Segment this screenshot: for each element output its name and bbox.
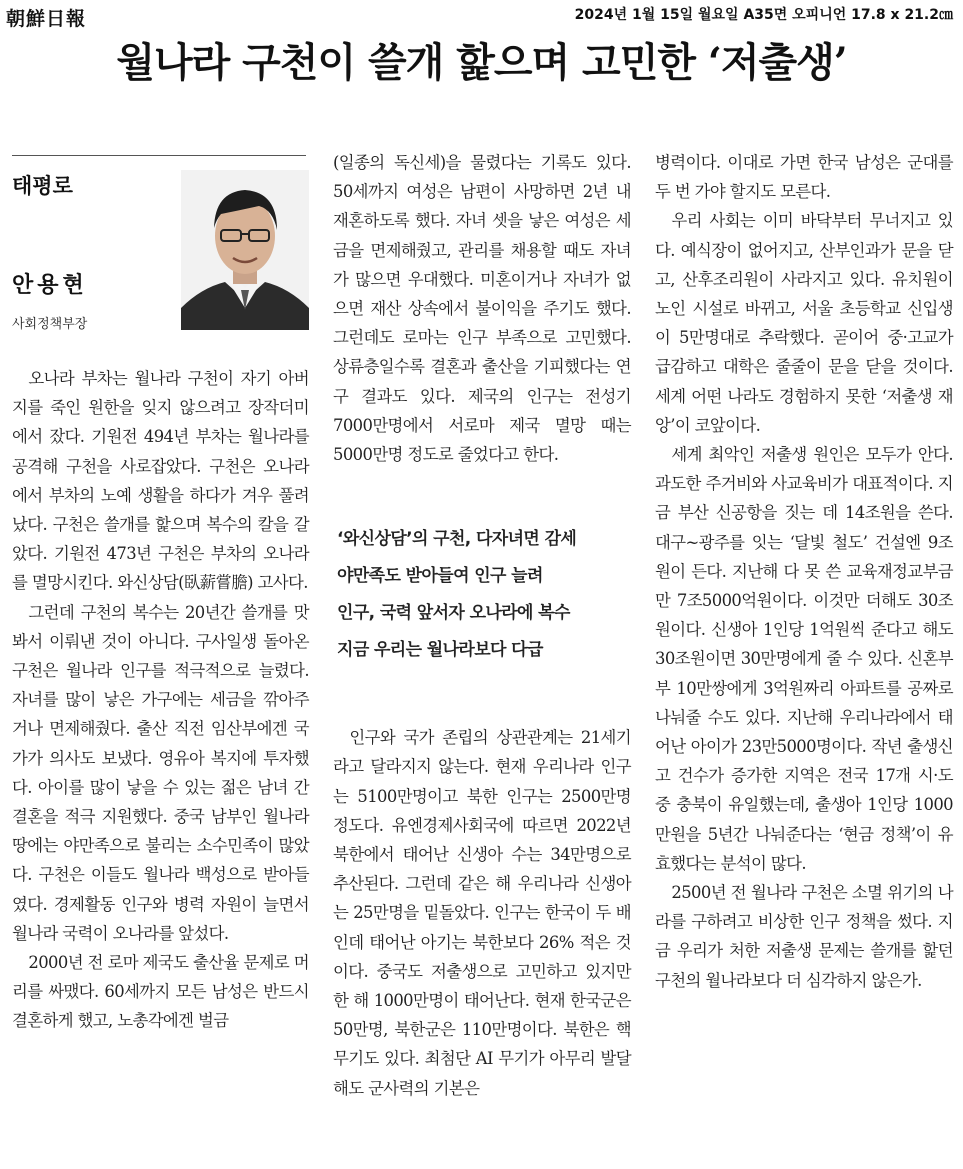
headline: 월나라 구천이 쓸개 핥으며 고민한 ‘저출생’ [116,39,847,86]
article-column-3 [655,148,953,995]
author-title: 사회정책부장 [12,317,88,332]
pull-quote-line: ‘와신상담’의 구천, 다자녀면 감세 [337,529,577,550]
column-rule [12,155,306,156]
pull-quote [333,521,631,669]
pull-quote-line: 지금 우리는 월나라보다 다급 [337,640,543,661]
pull-quote-line: 야만족도 받아들여 인구 늘려 [337,566,543,587]
paragraph: 2000년 전 로마 제국도 출산율 문제로 머리를 싸맸다. 60세까지 모든 남성은 반드시 결혼하게 했고, 노총각에겐 벌금 [12,953,309,1031]
author-portrait-icon [181,170,309,330]
paragraph: 그런데 구천의 복수는 20년간 쓸개를 맛봐서 이뤄낸 것이 아니다. 구사일생 돌아온 구천은 월나라 인구를 적극적으로 늘렸다. 자녀를 많이 낳은 가구에는 세금을 깎아주거나 면제해줬다. 출산 직전 임산부에겐 국가가 의사도 보냈다. 영유아 복지에 투자했다. 아이를 많이 낳을 수 있는 젊은 남녀 간 결혼을 적극 지원했다. 중국 남부인 월나라 땅에는 야만족으로 불리는 소수민족이 많았다. 구천은 이들도 월나라 백성으로 받아들였다. 경제활동 인구와 병력 자원이 늘면서 월나라 국력이 오나라를 앞섰다. [12,602,309,943]
paragraph: (일종의 독신세)을 물렸다는 기록도 있다. 50세까지 여성은 남편이 사망하면 2년 내 재혼하도록 했다. 자녀 셋을 낳은 여성은 세금을 면제해줬고, 관리를 채용할 때도 자녀가 많으면 우대했다. 미혼이거나 자녀가 없으면 재산 상속에서 불이익을 주기도 했다. 그런데도 로마는 인구 부족으로 고민했다. 상류층일수록 결혼과 출산을 기피했다는 연구 결과도 있다. 제국의 인구는 전성기 7000만명에서 서로마 제국 멸망 때는 5000만명 정도로 줄었다고 한다. [333,153,631,465]
paragraph: 병력이다. 이대로 가면 한국 남성은 군대를 두 번 가야 할지도 모른다. [655,153,953,202]
paragraph: 2500년 전 월나라 구천은 소멸 위기의 나라를 구하려고 비상한 인구 정책을 썼다. 지금 우리가 처한 저출생 문제는 쓸개를 핥던 구천의 월나라보다 더 심각하지 않은가. [655,883,953,990]
column-name: 태평로 [12,174,73,198]
article-column-2 [333,148,631,1103]
article-column-1 [12,364,309,1036]
paragraph: 인구와 국가 존립의 상관관계는 21세기라고 달라지지 않는다. 현재 우리나라 인구는 5100만명이고 북한 인구는 2500만명 정도다. 유엔경제사회국에 따르면 2022년 북한에서 태어난 신생아 수는 34만명으로 추산된다. 그런데 같은 해 우리나라 신생아는 25만명을 밑돌았다. 인구는 한국이 두 배인데 태어난 아기는 북한보다 26% 적은 것이다. 중국도 저출생으로 고민하고 있지만 한 해 1000만명이 태어난다. 현재 한국군은 50만명, 북한군은 110만명이다. 북한은 핵무기도 있다. 최첨단 AI 무기가 아무리 발달해도 군사력의 기본은 [333,728,631,1098]
paragraph: 오나라 부차는 월나라 구천이 자기 아버지를 죽인 원한을 잊지 않으려고 장작더미에서 잤다. 기원전 494년 부차는 월나라를 공격해 구천을 사로잡았다. 구천은 오나라에서 부차의 노예 생활을 하다가 겨우 풀려났다. 구천은 쓸개를 핥으며 복수의 칼을 갈았다. 기원전 473년 구천은 부차의 오나라를 멸망시킨다. 와신상담(臥薪嘗膽) 고사다. [12,369,309,593]
newspaper-masthead: 朝鮮日報 [6,8,87,30]
pull-quote-line: 인구, 국력 앞서자 오나라에 복수 [337,603,570,624]
paragraph: 우리 사회는 이미 바닥부터 무너지고 있다. 예식장이 없어지고, 산부인과가 문을 닫고, 산후조리원이 사라지고 있다. 유치원이 노인 시설로 바뀌고, 서울 초등학교 신입생이 5만명대로 추락했다. 곧이어 중·고교가 급감하고 대학은 줄줄이 문을 닫을 것이다. 세계 어떤 나라도 경험하지 못한 ‘저출생 재앙’이 코앞이다. [655,211,953,435]
publication-info: 2024년 1월 15일 월요일 A35면 오피니언 17.8 x 21.2㎝ [574,7,953,23]
paragraph: 세계 최악인 저출생 원인은 모두가 안다. 과도한 주거비와 사교육비가 대표적이다. 지금 부산 신공항을 짓는 데 14조원을 쓴다. 대구~광주를 잇는 ‘달빛 철도’ 건설엔 9조원이 든다. 지난해 다 못 쓴 교육재정교부금만 7조5000억원이다. 이것만 더해도 30조원이다. 신생아 1인당 1억원씩 준다고 해도 30조원이면 30만명에게 줄 수 있다. 신혼부부 10만쌍에게 3억원짜리 아파트를 공짜로 나눠줄 수도 있다. 지난해 우리나라에서 태어난 아이가 23만5000명이다. 작년 출생신고 건수가 증가한 지역은 전국 17개 시·도 중 충북이 유일했는데, 출생아 1인당 1000만원을 5년간 나눠준다는 ‘현금 정책’이 유효했다는 분석이 많다. [655,445,953,873]
author-name: 안용현 [12,273,88,298]
